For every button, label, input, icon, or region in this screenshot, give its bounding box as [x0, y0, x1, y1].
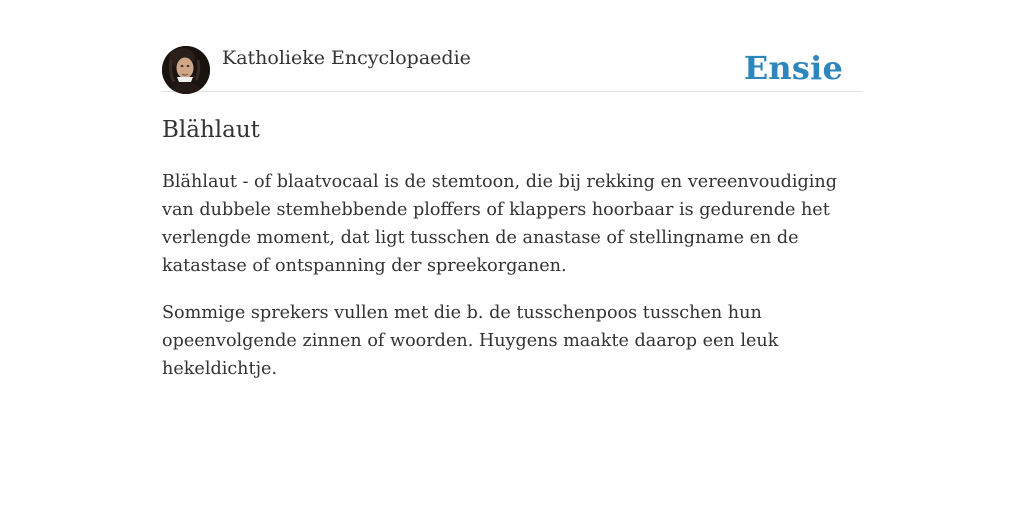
entry-body [162, 168, 862, 402]
source-title[interactable]: Katholieke Encyclopaedie [222, 47, 471, 69]
header [162, 0, 862, 92]
entry-paragraph: Sommige sprekers vullen met die b. de tusschenpoos tusschen hun opeenvolgende zinnen of woorden. Huygens maakte daarop een leuk hekeldichtje. [162, 303, 779, 379]
brand-logo[interactable]: Ensie [743, 49, 843, 87]
page [162, 0, 862, 379]
portrait-avatar-icon[interactable] [162, 46, 210, 94]
entry-title: Blählaut [162, 117, 260, 143]
portrait-image [162, 46, 210, 94]
entry-paragraph: Blählaut - of blaatvocaal is de stemtoon, die bij rekking en vereenvoudiging van dubbele stemhebbende ploffers of klappers hoorbaar is gedurende het verlengde moment, dat ligt tusschen de anastase of stellingname en de katastase of ontspanning der spreekorganen. [162, 172, 837, 276]
